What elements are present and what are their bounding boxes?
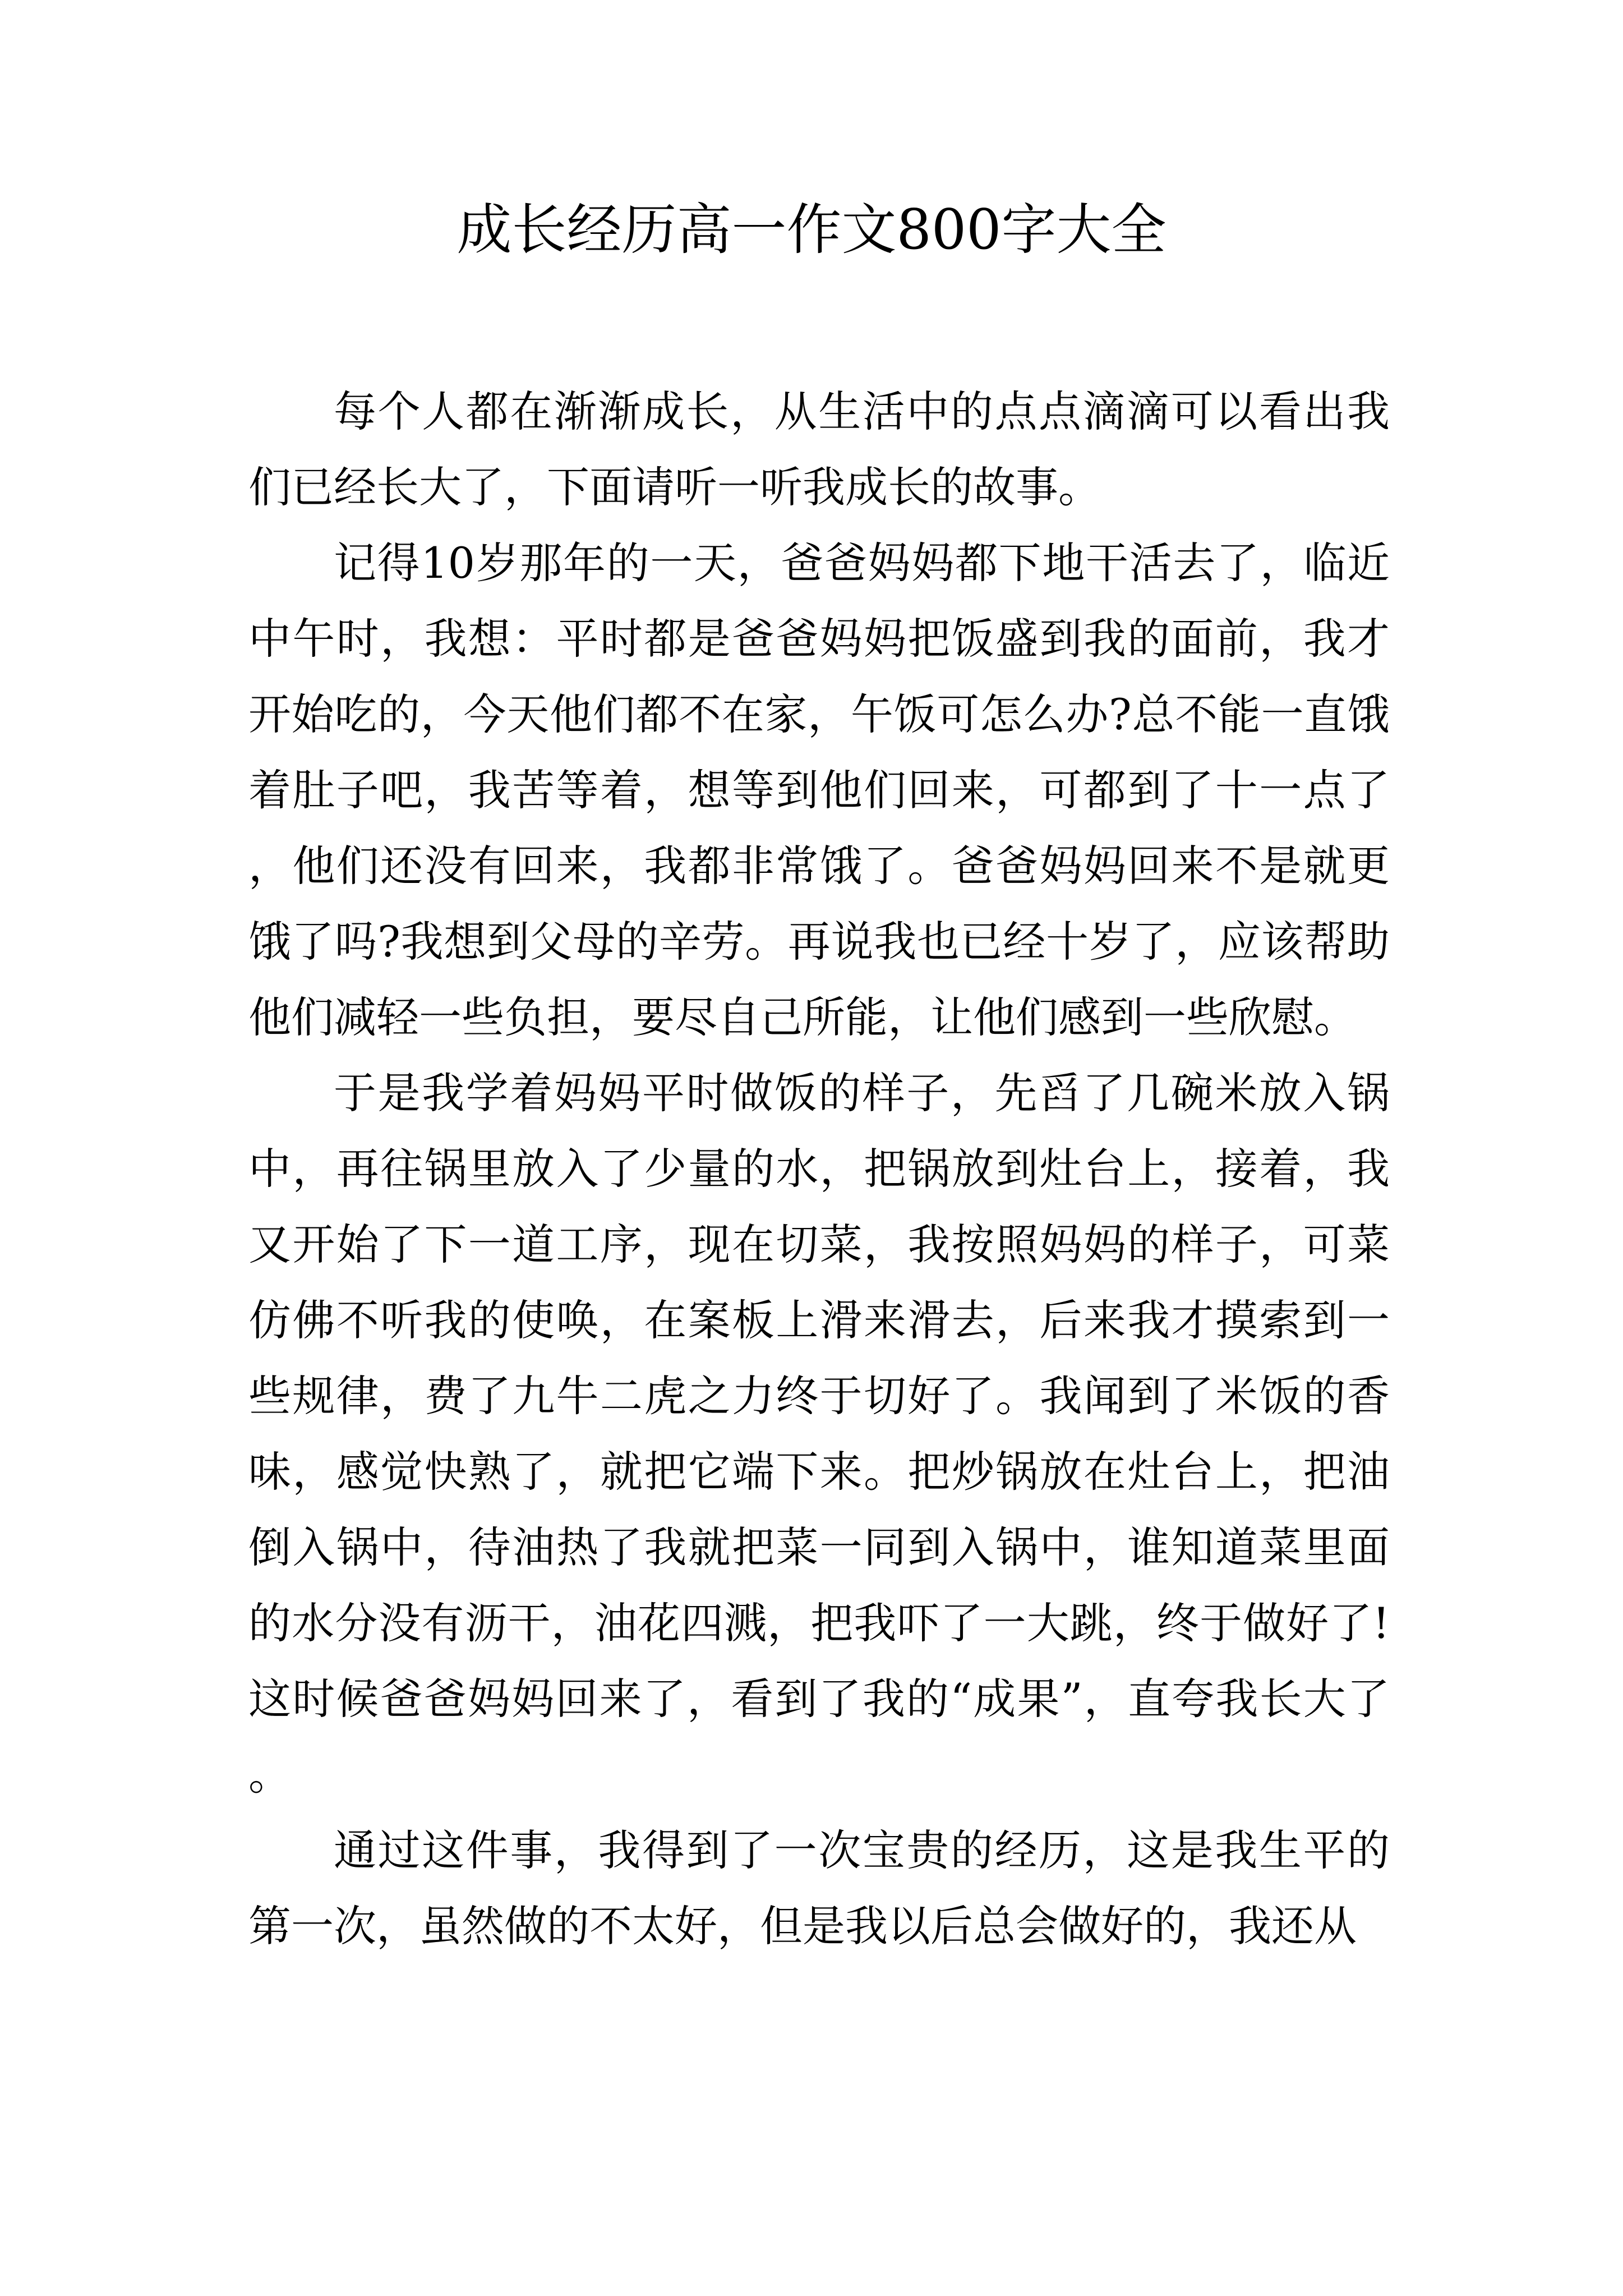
document-title: 成长经历高一作文800字大全: [457, 198, 1166, 262]
paragraph-2: 记得10岁那年的一天，爸爸妈妈都下地干活去了，临近中午时，我想：平时都是爸爸妈妈把饭盛到我的面前，我才开始吃的，今天他们都不在家，午饭可怎么办?总不能一直饿着肚子吧，我苦等着，想等到他们回来，可都到了十一点了，他们还没有回来，我都非常饿了。爸爸妈妈回来不是就更饿了吗?我想到父母的辛劳。再说我也已经十岁了，应该帮助他们减轻一些负担，要尽自己所能，让他们感到一些欣慰。: [248, 538, 1390, 1042]
paragraph-3: 于是我学着妈妈平时做饭的样子，先舀了几碗米放入锅中，再往锅里放入了少量的水，把锅放到灶台上，接着，我又开始了下一道工序，现在切菜，我按照妈妈的样子，可菜仿佛不听我的使唤，在案板上滑来滑去，后来我才摸索到一些规律，费了九牛二虎之力终于切好了。我闻到了米饭的香味，感觉快熟了，就把它端下来。把炒锅放在灶台上，把油倒入锅中，待油热了我就把菜一同到入锅中，谁知道菜里面的水分没有沥干，油花四溅，把我吓了一大跳，终于做好了!这时候爸爸妈妈回来了，看到了我的“成果”，直夸我长大了。: [248, 1068, 1390, 1800]
paragraph-1: 每个人都在渐渐成长，从生活中的点点滴滴可以看出我们已经长大了，下面请听一听我成长的故事。: [248, 386, 1390, 512]
paragraph-4: 通过这件事，我得到了一次宝贵的经历，这是我生平的第一次，虽然做的不太好，但是我以后总会做好的，我还从: [248, 1825, 1390, 1951]
document-body: [248, 374, 1390, 1964]
